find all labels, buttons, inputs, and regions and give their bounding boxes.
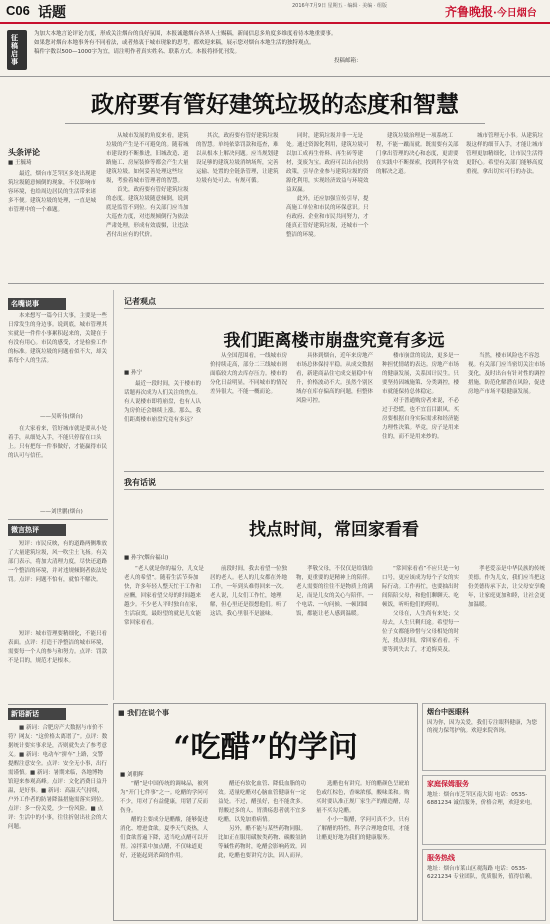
sidebar-title-1: 名嘴说事 bbox=[8, 298, 66, 310]
sidebar-text-3 bbox=[8, 540, 108, 628]
article3-column bbox=[468, 565, 546, 700]
sidebar-paragraph-2: 在大家看来，管好城市就是要从小处着手，从细处入手，不能只停留在口头上。只有把每一件事做好，才能赢得市民的认可与信任。 bbox=[8, 426, 108, 459]
ad-1-body: 因为你，因为关爱，我们专注眼科健康，为您的视力保驾护航。欢迎来院咨询。 bbox=[427, 720, 538, 734]
masthead-rule bbox=[0, 22, 550, 24]
article2-paragraph: 楼市崩盘的说法，更多是一种担忧情绪的表达。房地产市场的健康发展，关系国计民生。只要坚持因城施策、分类调控，楼市就能保持总体稳定。 bbox=[382, 353, 460, 395]
bottom-left-text bbox=[8, 724, 108, 920]
feature-paragraph: 小小一瓶醋，学问可真不少。只有了解醋的特性，科学合理地食用，才能让醋更好地为我们的健康服务。 bbox=[316, 817, 410, 841]
article3-paragraph: 前段时间，我去看望一位独居的老人。老人的儿女都在外地工作，一年到头难得回来一次。老人说，儿女们工作忙，她理解，但心里还是很想他们。听了这话，我心里很不是滋味。 bbox=[210, 566, 288, 617]
page-number: C06 bbox=[6, 3, 30, 18]
article1-column bbox=[376, 132, 460, 280]
article3-paragraph: “常回家看看”不应只是一句口号，更应该成为每个子女的实际行动。工作再忙，也要抽出时间陪陪父母，和他们聊聊天、吃顿饭，听听他们的唠叨。 bbox=[382, 566, 460, 608]
feature-column bbox=[218, 780, 310, 918]
article3-headline: 找点时间，常回家看看 bbox=[249, 520, 419, 540]
ad-2-title: 家庭保姆服务 bbox=[427, 780, 469, 788]
bottom-left-title: 新语新话 bbox=[8, 708, 66, 720]
article3-paragraph: 父母在，人生尚有来处；父母去，人生只剩归途。希望每一位子女都能珍惜与父母相处的时光，找点时间，常回家看看。不要等到失去了，才追悔莫及。 bbox=[382, 611, 460, 653]
sidebar-paragraph-3: 短评：市民反映，有的道路两侧堆放了大量建筑垃圾，风一吹尘土飞扬。有关部门表示，将加大清理力度，尽快还道路一个整洁的环境，并对违规倾倒者依法处罚。点评：问题不怕有，就怕不解决。 bbox=[8, 541, 108, 583]
article1-headline-rule bbox=[65, 123, 485, 124]
article3-column bbox=[382, 565, 462, 700]
bottom-left-paragraph: ■ 新词：合肥房产大数据与市价不符？网友：“这价格太离谱了”。点评：数据统计要实事求是，否则就失去了参考意义。■ 新词：电动车“拼车”上路，交警提醒注意安全。点评：安全无小事，出行需谨慎。■ 新词：暑期来临，各地博物馆迎来参观高峰。点评：文化消费日益升温，是好事。■ 新词：高温天气持续，户外工作者的防暑降温措施需落实到位。点评：多一份关爱，少一份风险。■ 点评：生活中的小事，往往折射出社会的大问题。 bbox=[8, 725, 108, 830]
article1-paragraph: 其次，政府要有管好建筑垃圾的智慧。单纯依靠罚款和巡查，难以从根本上解决问题。应当规划建设足够的建筑垃圾消纳场所，完善运输、处置的全链条管理，让建筑垃圾有处可去、有规可循。 bbox=[196, 133, 279, 184]
article1-paragraph: 最近，烟台市芝罘区多处出现建筑垃圾随意倾倒的现象，不仅影响市容环境，也给周边居民的生活带来诸多不便。建筑垃圾的处理，一直是城市管理中的一个难题。 bbox=[8, 171, 97, 213]
notice-line: 如果您对烟台本地事务有不同看法，或者热衷于城市现象的思考，都欢迎来稿，展示您对烟台本地生活的独特观点。 bbox=[34, 40, 315, 46]
sidebar-paragraph-1: 本来想写一篇今日大事，主要是一些日常发生的身边事。说到底，城市管理其实就是一件件小事累积起来的，关键在于有没有用心。市民的感受，才是检验工作的标准。建筑垃圾的问题看似不大，却关系每个人的生活。 bbox=[8, 313, 108, 364]
bottom-left-rule bbox=[8, 704, 108, 705]
masthead-meta: 2016年7月9日 星期五 · 编辑 · 美编 · 组版 bbox=[292, 3, 387, 9]
ad-3-body: 地址：烟台市莱山区观海路 电话：0535-6221234 专业团队，优质服务，值得信赖。 bbox=[427, 866, 536, 880]
sidebar-text-1 bbox=[8, 312, 108, 408]
ad-1-title: 烟台中医眼科 bbox=[427, 708, 469, 716]
sidebar-text-4 bbox=[8, 630, 108, 700]
article2-kicker-rule bbox=[124, 308, 544, 309]
sidebar-title-2: 微言热评 bbox=[8, 524, 66, 536]
article1-paragraph: 建筑垃圾治理是一项系统工程，不能一蹴而就。既需要有关部门拿出管理的决心和态度，更需要在实践中不断探索，找到科学有效的解决之道。 bbox=[376, 133, 459, 175]
article3-paragraph: 孝敬父母，不仅仅是给钱给物，更重要的是精神上的陪伴。老人需要的往往不是物质上的满足，而是儿女的关心与陪伴。一个电话、一句问候、一顿团圆饭，都能让老人感到温暖。 bbox=[296, 566, 374, 617]
sidebar-paragraph-4: 短评：城市管理要精细化，不能只看表面。点评：打造干净整洁的城市环境，需要每一个人的参与和努力。点评：罚款不是目的，规范才是根本。 bbox=[8, 631, 108, 664]
notice-rule bbox=[0, 76, 550, 77]
article1-paragraph: 首先，政府要有管好建筑垃圾的态度。建筑垃圾随意倾倒，说到底是监管不到位。有关部门应当加大巡查力度，对违规倾倒行为依法严肃处理，形成有效震慑，让违法者付出应有的代价。 bbox=[106, 187, 189, 238]
feature-label-text: 我们在说个事 bbox=[127, 709, 170, 717]
article3-paragraph: 孝老爱亲是中华民族的传统美德。作为儿女，我们应当把这份美德传承下去，让父母安享晚年，让家庭更加和睦，让社会更加温暖。 bbox=[468, 566, 546, 608]
article1-paragraph: 从城市发展的角度来看，建筑垃圾的产生是不可避免的。随着城市建设的不断推进，旧城改造、道路施工、房屋装修等都会产生大量建筑垃圾。如何妥善处理这些垃圾，考验着城市管理者的智慧。 bbox=[106, 133, 189, 184]
feature-column bbox=[316, 780, 412, 918]
article2-column bbox=[382, 352, 462, 468]
sidebar-rule bbox=[8, 519, 108, 520]
edition-name: ·今日烟台 bbox=[493, 8, 537, 19]
article1-byline: ■ 王毓琦 bbox=[8, 160, 32, 166]
sidebar-signature-2: ——刘世鹏(烟台) bbox=[40, 509, 83, 515]
article3-kicker: 我有话说 bbox=[124, 478, 156, 487]
article1-column bbox=[8, 170, 100, 280]
notice-text bbox=[34, 30, 534, 66]
sidebar-text-2 bbox=[8, 425, 108, 505]
sidebar-divider bbox=[113, 290, 114, 700]
article3-kicker-rule bbox=[124, 489, 544, 490]
feature-column bbox=[120, 780, 212, 918]
ad-3[interactable] bbox=[422, 849, 546, 921]
article3-paragraph: “老人就是你的福分，儿女是老人的希望”。随着生活节奏加快，许多年轻人整天忙于工作和应酬，回家看望父母的时间越来越少。不少老人平时独自在家，生活寂寞，最盼望的就是儿女能常回家看看。 bbox=[124, 566, 204, 626]
article1-column bbox=[106, 132, 190, 280]
article2-paragraph: 当然，楼市风险也不容忽视。有关部门应当密切关注市场变化，及时出台有针对性的调控措施，防范化解潜在风险，促进房地产市场平稳健康发展。 bbox=[468, 353, 546, 395]
article2-headline: 我们距离楼市崩盘究竟有多远 bbox=[223, 331, 445, 351]
ad-2-body: 地址：烟台市芝罘区南大街 电话：0535-6881234 诚信服务，价格合理，欢迎来电。 bbox=[427, 792, 536, 806]
feature-paragraph: 另外，醋不能与某些药物同服。比如正在服用磺胺类药物、碳酸氢钠等碱性药物时，吃醋会影响药效。因此，吃醋也要讲究方法，因人而异。 bbox=[218, 826, 307, 859]
notice-badge bbox=[7, 30, 27, 70]
masthead bbox=[0, 0, 550, 22]
article2-column bbox=[124, 380, 204, 468]
article2-column bbox=[210, 352, 290, 468]
article1-bottom-rule bbox=[8, 283, 544, 284]
article1-paragraph: 同时，建筑垃圾并非一无是处。通过资源化利用，建筑垃圾可以加工成再生骨料、再生砖等建材，变废为宝。政府可以出台扶持政策，引导企业参与建筑垃圾的资源化利用，实现经济效益与环境效益双赢。 bbox=[286, 133, 369, 193]
sidebar-signature-1: ——吴昕伟(烟台) bbox=[40, 414, 83, 420]
article2-paragraph: 从全国范围看，一线城市房价持续走高，部分二三线城市则面临较大的去库存压力。楼市的分化日益明显，不同城市的情况差异很大，不能一概而论。 bbox=[210, 353, 288, 395]
notice-line: 为加大本地言论评论力度，形成关注烟台的良好氛围，本报诚邀烟台各界人士赐稿，新闻信息多角度多维度看待本地重要事。 bbox=[34, 31, 337, 37]
article2-paragraph: 对于普通购房者来说，不必过于恐慌，也不宜盲目跟风。买房要根据自身实际需求和经济能力理性决策。毕竟，房子是用来住的，而不是用来炒的。 bbox=[382, 398, 460, 440]
article2-paragraph: 具体到烟台，近年来房地产市场总体保持平稳。从成交数据看，新建商品住宅成交量稳中有升，价格波动不大。虽然个别区域存在库存偏高的问题，但整体风险可控。 bbox=[296, 353, 374, 404]
section-title: 话题 bbox=[38, 5, 66, 21]
notice-line: 稿件字数以500—1000字为宜，请注明作者真实姓名、联系方式。本报将择优刊发。 bbox=[34, 49, 240, 55]
article2-byline: ■ 孙宁 bbox=[124, 370, 142, 376]
article1-column bbox=[286, 132, 370, 280]
feature-byline: ■ 刘朝辉 bbox=[120, 772, 144, 778]
notice-badge-label: 征稿启事 bbox=[11, 34, 18, 66]
article3-column bbox=[210, 565, 290, 700]
article2-kicker: 记者观点 bbox=[124, 297, 156, 306]
article2-column bbox=[468, 352, 546, 468]
feature-paragraph: “醋”是中国传统的调味品，被列为“开门七件事”之一。吃醋的学问可不少，用对了有益健康，用错了反而伤身。 bbox=[120, 781, 209, 814]
article3-byline: ■ 孙宇(烟台福山) bbox=[124, 555, 169, 561]
feature-paragraph: 醋还有软化血管、降低血脂的功效。适量吃醋对心脑血管健康有一定益处。不过，醋虽好，也不能贪多。胃酸过多的人、胃溃疡患者就不宜多吃醋，以免加重病情。 bbox=[218, 781, 307, 823]
article2-paragraph: 最近一段时间，关于楼市的话题再次成为人们关注的焦点。有人说楼市即将崩盘，也有人认为房价还会继续上涨。那么，我们距离楼市崩盘究竟有多远？ bbox=[124, 381, 202, 423]
article1-column bbox=[196, 132, 280, 280]
article1-kicker-label: 头条评论 bbox=[8, 148, 40, 157]
ad-3-title: 服务热线 bbox=[427, 854, 455, 862]
ad-1[interactable] bbox=[422, 703, 546, 771]
article1-column bbox=[466, 132, 546, 280]
article1-paragraph: 此外，还应加强宣传引导，提高施工单位和市民的环保意识。只有政府、企业和市民共同努力，才能真正管好建筑垃圾，还城市一个整洁的环境。 bbox=[286, 196, 369, 238]
notice-email-label: 投稿邮箱： bbox=[334, 58, 362, 64]
feature-paragraph: 选醋也有讲究。好的醋颜色呈琥珀色或红棕色，香味浓郁，酸味柔和。购买时要认准正规厂家生产的酿造醋，尽量不买勾兑醋。 bbox=[316, 781, 410, 814]
article3-column bbox=[296, 565, 376, 700]
article1-kicker bbox=[8, 140, 60, 157]
paper-logo: 齐鲁晚报 bbox=[445, 5, 494, 19]
feature-headline: “吃醋”的学问 bbox=[173, 730, 358, 765]
ad-2[interactable] bbox=[422, 775, 546, 845]
feature-label bbox=[118, 708, 169, 718]
article3-column bbox=[124, 565, 204, 700]
feature-paragraph: 醋的主要成分是醋酸，能够促进消化、增进食欲。夏季天气炎热，人们食欲普遍下降，适当吃点醋可以开胃。凉拌菜中加点醋，不仅味道更好，还能起到杀菌的作用。 bbox=[120, 817, 209, 859]
article1-headline: 政府要有管好建筑垃圾的态度和智慧 bbox=[91, 91, 459, 118]
article2-column bbox=[296, 352, 376, 468]
article1-paragraph: 城市管理无小事。从建筑垃圾这样的细节入手，才能让城市管理更加精细化，让市民生活得更舒心。希望有关部门能够高度重视，拿出切实可行的办法。 bbox=[466, 133, 544, 175]
article2-bottom-rule bbox=[124, 471, 544, 472]
feature-label-bullet: ■ bbox=[118, 709, 128, 717]
